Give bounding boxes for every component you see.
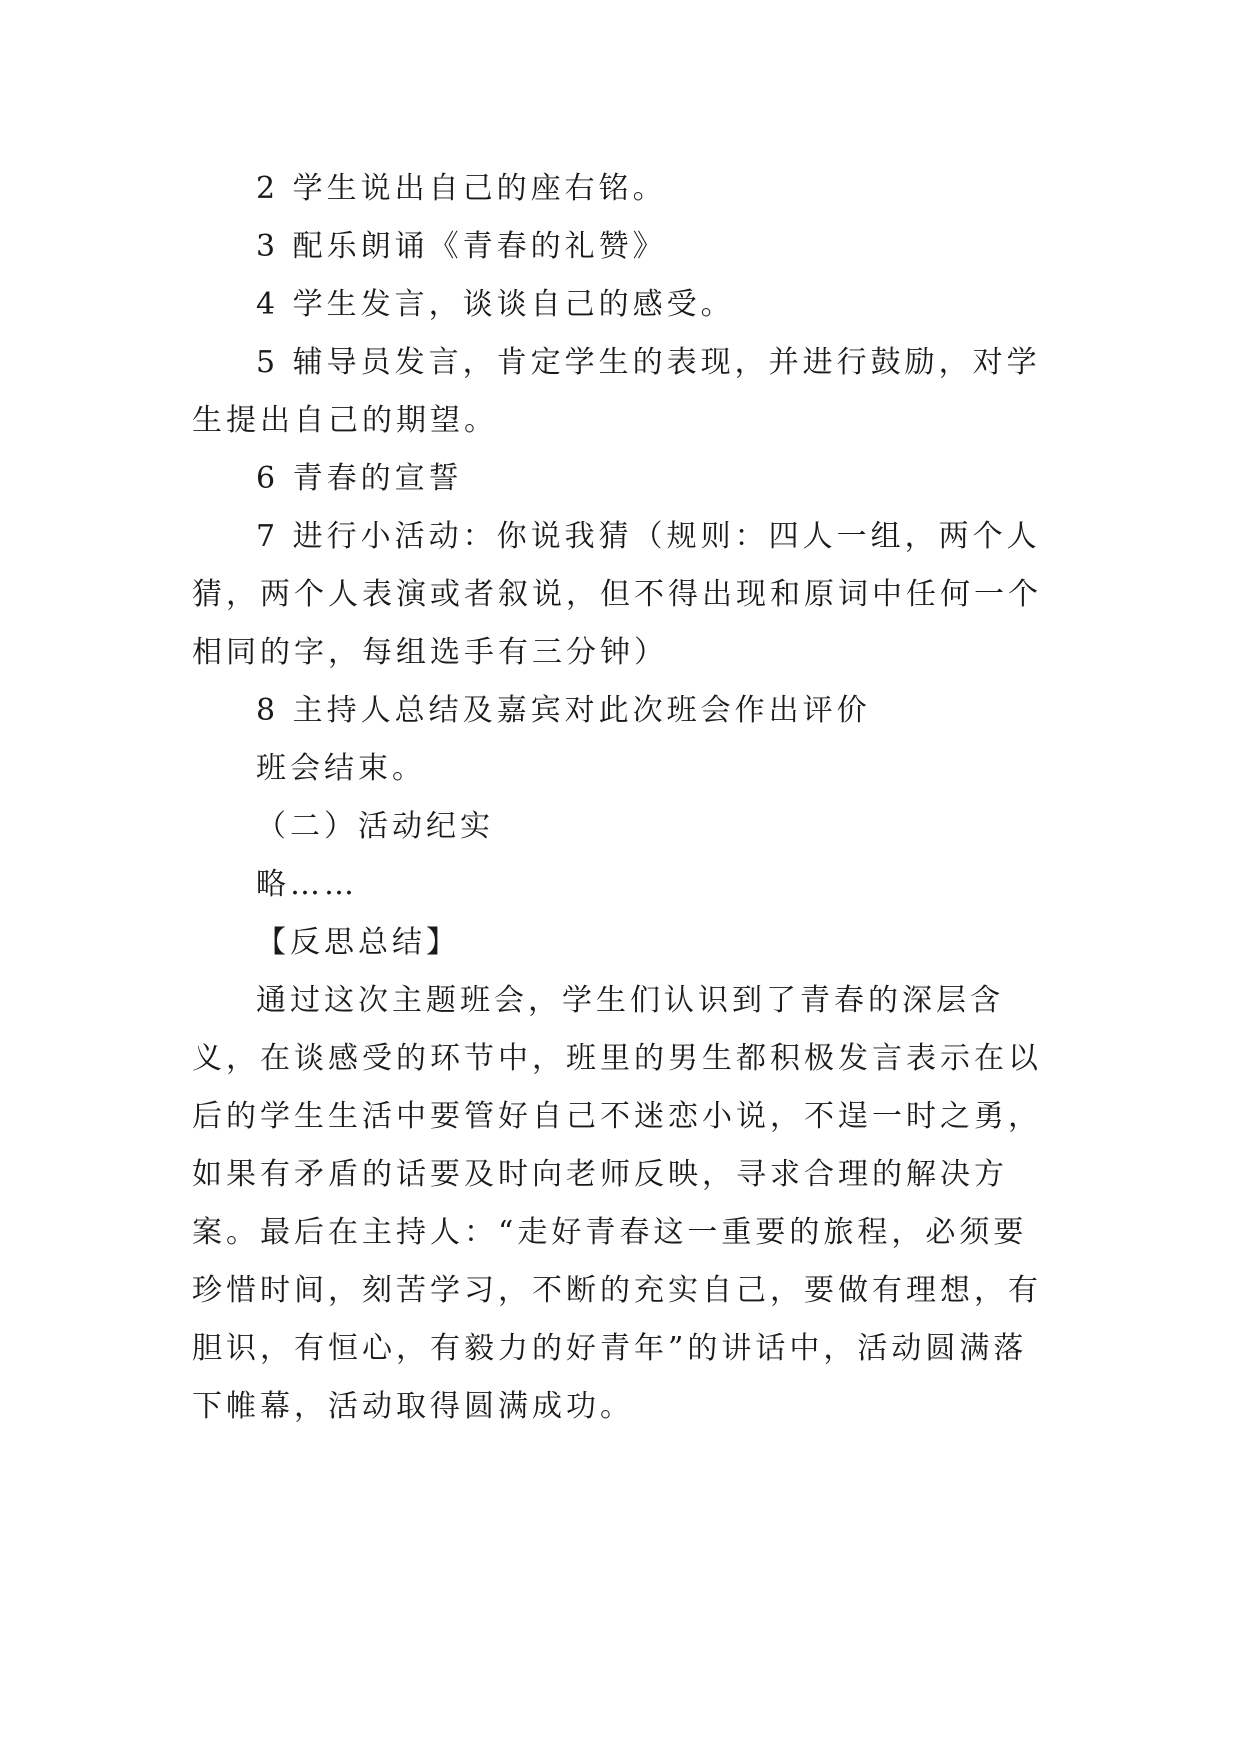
paragraph-item-3: 3 配乐朗诵《青春的礼赞》 [256, 229, 667, 264]
paragraph-item-2: 2 学生说出自己的座右铭。 [256, 171, 667, 206]
paragraph-item-8: 8 主持人总结及嘉宾对此次班会作出评价 [256, 693, 871, 728]
section-heading-activity-record: （二）活动纪实 [256, 809, 494, 844]
paragraph-item-4: 4 学生发言，谈谈自己的感受。 [256, 287, 735, 322]
omitted-content-line: 略…… [256, 867, 358, 902]
paragraph-item-6: 6 青春的宣誓 [256, 461, 463, 496]
reflection-summary-paragraph: 通过这次主题班会，学生们认识到了青春的深层含义，在谈感受的环节中，班里的男生都积极发言表示在以后的学生生活中要管好自己不迷恋小说，不逞一时之勇，如果有矛盾的话要及时向老师反映，寻求合理的解决方案。最后在主持人：“走好青春这一重要的旅程，必须要珍惜时间，刻苦学习，不断的充实自己，要做有理想，有胆识，有恒心，有毅力的好青年”的讲话中，活动圆满落下帷幕，活动取得圆满成功。 [192, 983, 1042, 1424]
paragraph-item-7: 7 进行小活动：你说我猜（规则：四人一组，两个人猜，两个人表演或者叙说，但不得出现和原词中任何一个相同的字，每组选手有三分钟） [192, 519, 1042, 670]
document-body [192, 160, 1052, 1436]
section-heading-reflection: 【反思总结】 [256, 925, 460, 960]
meeting-end-line: 班会结束。 [256, 751, 426, 786]
paragraph-item-5: 5 辅导员发言，肯定学生的表现，并进行鼓励，对学生提出自己的期望。 [192, 345, 1041, 438]
